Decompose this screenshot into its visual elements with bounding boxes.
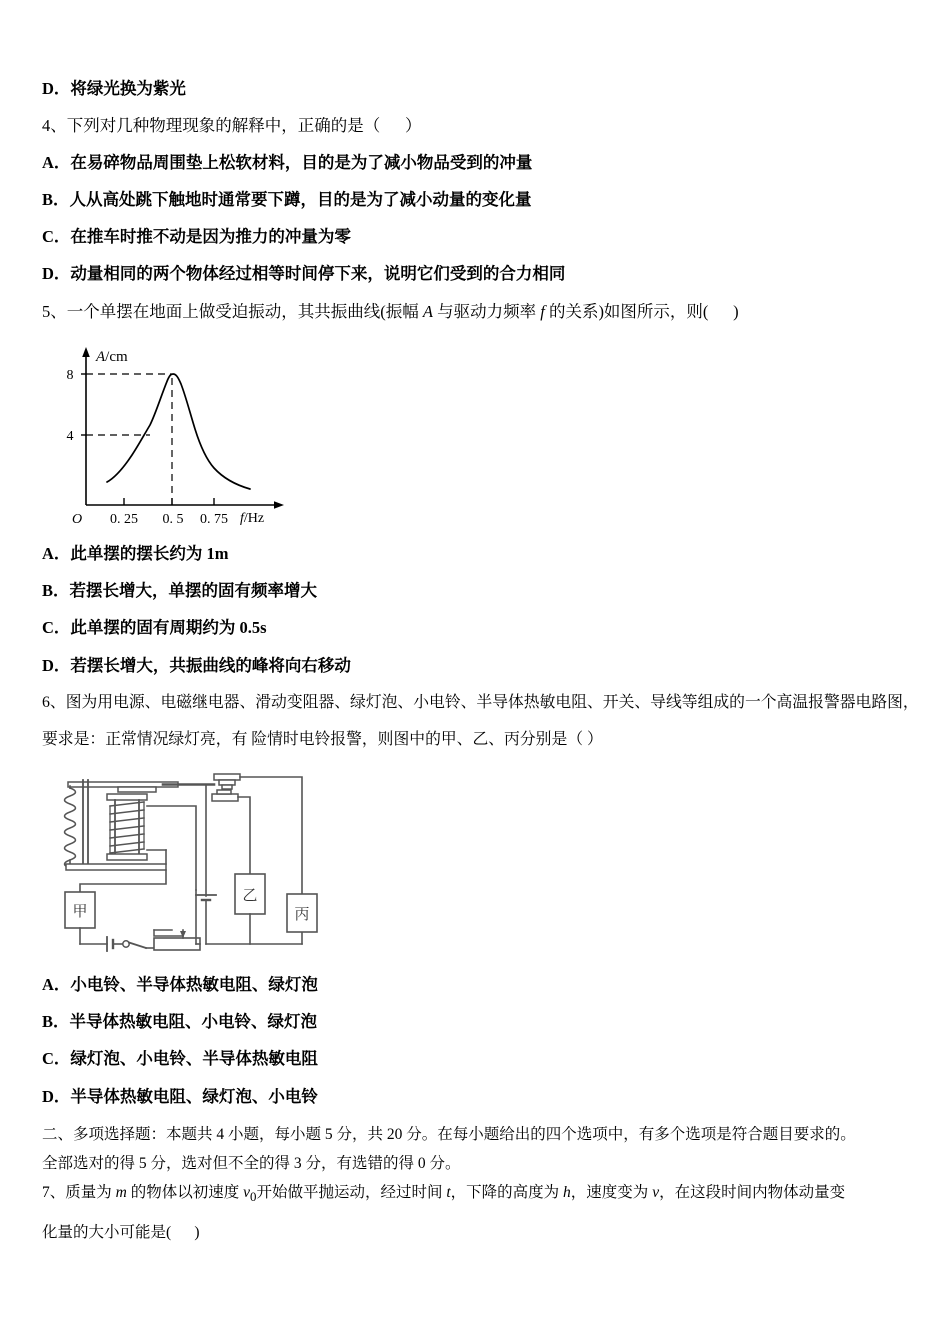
coil-lead-right xyxy=(147,806,196,890)
y-tick-label-8: 8 xyxy=(66,367,74,383)
alarm-circuit-svg xyxy=(50,766,342,956)
q7-symbol-height: h xyxy=(563,1184,571,1202)
control-circuit-battery xyxy=(107,937,113,951)
q7-symbol-time: t xyxy=(446,1184,451,1202)
q4-option-d: D．动量相同的两个物体经过相等时间停下来，说明它们受到的合力相同 xyxy=(42,264,566,284)
q7-symbol-mass: m xyxy=(115,1184,127,1202)
control-circuit-switch xyxy=(113,941,146,948)
q7-stem-line2: 化量的大小可能是( ) xyxy=(42,1223,200,1241)
q7-symbol-initial-velocity-sub: 0 xyxy=(250,1189,257,1205)
x-tick-label-05: 0. 5 xyxy=(162,511,184,527)
q7-stem-line1 xyxy=(42,1181,922,1206)
y-axis-label: A/cm xyxy=(96,348,128,365)
sliding-rheostat xyxy=(154,930,200,950)
q4-option-a: A．在易碎物品周围垫上松软材料，目的是为了减小物品受到的冲量 xyxy=(42,152,533,172)
q7-symbol-initial-velocity: v xyxy=(243,1184,250,1202)
section2-line1: 二、多项选择题：本题共 4 小题，每小题 5 分，共 20 分。在每小题给出的四个选项中，有多个选项是符合题目要求的。 xyxy=(42,1125,856,1143)
x-axis-arrow xyxy=(274,501,284,509)
relay-base-plate xyxy=(66,864,166,870)
q5-stem xyxy=(42,301,922,323)
q5-stem-part2: 与驱动力频率 xyxy=(432,301,541,321)
x-tick-label-025: 0. 25 xyxy=(110,511,138,527)
relay-armature-contact-pad xyxy=(118,787,156,792)
q5-stem-part3: 的关系)如图所示，则( ) xyxy=(544,301,739,321)
label-bing: 丙 xyxy=(294,905,310,923)
q4-option-c: C．在推车时推不动是因为推力的冲量为零 xyxy=(42,227,351,247)
q7-part-a: 7、质量为 xyxy=(42,1184,116,1202)
q4-stem: 4、下列对几种物理现象的解释中，正确的是（ ） xyxy=(42,116,422,136)
q7-line-gap xyxy=(42,1213,922,1221)
q6-option-d: D．半导体热敏电阻、绿灯泡、小电铃 xyxy=(42,1086,318,1106)
relay-contact-lower xyxy=(212,790,238,801)
q7-symbol-velocity: v xyxy=(652,1184,660,1202)
x-tick-label-075: 0. 75 xyxy=(200,511,228,527)
q7-part-f: ，在这段时间内物体动量变 xyxy=(659,1184,846,1202)
q7-part-e: ，速度变为 xyxy=(570,1184,653,1202)
q3-option-d: D．将绿光换为紫光 xyxy=(42,79,186,98)
origin-label: O xyxy=(72,511,83,527)
y-axis-arrow xyxy=(82,347,90,357)
electromagnet-bottom-plate xyxy=(107,854,147,860)
q5-option-d: D．若摆长增大，共振曲线的峰将向右移动 xyxy=(42,655,351,675)
resonance-chart-svg xyxy=(54,337,304,527)
q7-part-d: ，下降的高度为 xyxy=(450,1184,564,1202)
relay-base-to-jia-wire xyxy=(80,870,166,892)
q5-option-b: B．若摆长增大，单摆的固有频率增大 xyxy=(42,581,318,601)
section2-line2: 全部选对的得 5 分，选对但不全的得 3 分，有选错的得 0 分。 xyxy=(42,1155,461,1173)
q5-option-c: C．此单摆的固有周期约为 0.5s xyxy=(42,618,267,638)
resonance-curve-path xyxy=(107,374,250,489)
relay-return-spring xyxy=(65,788,76,868)
label-yi: 乙 xyxy=(242,886,258,904)
q6-stem-line2: 要求是：正常情况绿灯亮，有 险情时电铃报警，则图中的甲、乙、丙分别是（ ） xyxy=(42,730,603,748)
page-content xyxy=(42,78,922,1250)
q5-symbol-frequency: f xyxy=(540,301,545,321)
alarm-circuit-figure xyxy=(50,766,340,956)
relay-contact-upper xyxy=(214,774,240,789)
label-jia: 甲 xyxy=(72,902,88,920)
q4-option-b: B．人从高处跳下触地时通常要下蹲，目的是为了减小动量的变化量 xyxy=(42,189,532,209)
q6-stem-line1: 6、图为用电源、电磁继电器、滑动变阻器、绿灯泡、小电铃、半导体热敏电阻、开关、导线等组成的一个高温报警器电路图， xyxy=(42,693,919,711)
q6-option-b: B．半导体热敏电阻、小电铃、绿灯泡 xyxy=(42,1011,318,1031)
lower-contact-to-yi-wire xyxy=(238,797,250,874)
q6-option-a: A．小电铃、半导体热敏电阻、绿灯泡 xyxy=(42,974,318,994)
q7-part-b: 的物体以初速度 xyxy=(126,1184,244,1202)
q7-part-c: 开始做平抛运动，经过时间 xyxy=(256,1184,447,1202)
y-tick-label-4: 4 xyxy=(66,428,74,444)
q5-option-a: A．此单摆的摆长约为 1m xyxy=(42,543,229,563)
resonance-curve-figure xyxy=(54,337,304,527)
electromagnet-top-plate xyxy=(107,794,147,800)
q6-option-c: C．绿灯泡、小电铃、半导体热敏电阻 xyxy=(42,1049,318,1069)
x-axis-label: f/Hz xyxy=(240,510,265,526)
q5-symbol-amplitude: A xyxy=(422,301,433,321)
q5-stem-part1: 5、一个单摆在地面上做受迫振动，其共振曲线(振幅 xyxy=(42,301,423,321)
